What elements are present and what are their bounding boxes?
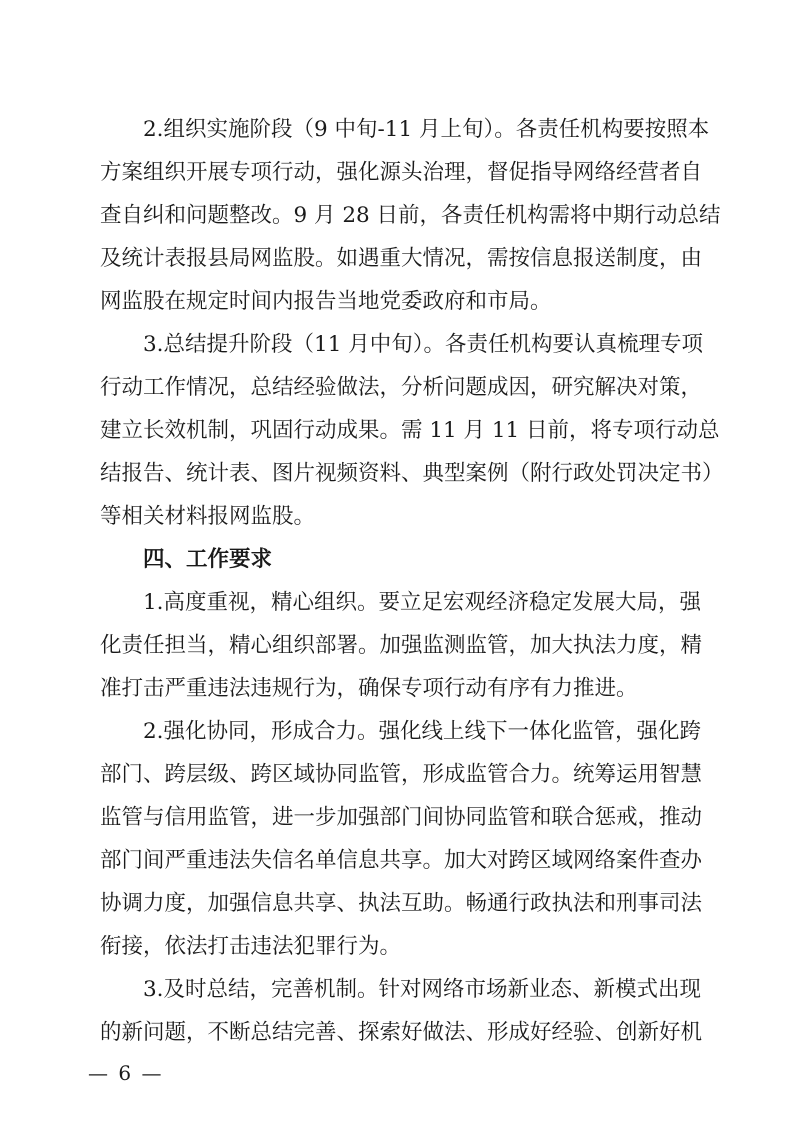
paragraph-2-line-2: 行动工作情况，总结经验做法，分析问题成因，研究解决对策， [100, 375, 703, 400]
section-heading-work-requirements: 四、工作要求 [143, 547, 273, 572]
paragraph-4-line-3: 监管与信用监管，进一步加强部门间协同监管和联合惩戒，推动 [100, 805, 703, 830]
paragraph-1-line-3: 查自纠和问题整改。9 月 28 日前，各责任机构需将中期行动总结 [100, 203, 721, 228]
paragraph-5-line-2: 的新问题，不断总结完善、探索好做法、形成好经验、创新好机 [100, 1020, 703, 1045]
paragraph-4-line-5: 协调力度，加强信息共享、执法互助。畅通行政执法和刑事司法 [100, 891, 703, 916]
paragraph-3-line-2: 化责任担当，精心组织部署。加强监测监管，加大执法力度，精 [100, 633, 703, 658]
paragraph-3-line-1: 1.高度重视，精心组织。要立足宏观经济稳定发展大局，强 [143, 590, 702, 615]
paragraph-2-line-3: 建立长效机制，巩固行动成果。需 11 月 11 日前，将专项行动总 [100, 418, 720, 443]
page-number: — 6 — [88, 1061, 164, 1085]
paragraph-4-line-1: 2.强化协同，形成合力。强化线上线下一体化监管，强化跨 [143, 719, 702, 744]
paragraph-2-line-5: 等相关材料报网监股。 [100, 504, 316, 529]
paragraph-4-line-4: 部门间严重违法失信名单信息共享。加大对跨区域网络案件查办 [100, 848, 703, 873]
paragraph-2-line-1: 3.总结提升阶段（11 月中旬）。各责任机构要认真梳理专项 [143, 332, 703, 357]
paragraph-1-line-5: 网监股在规定时间内报告当地党委政府和市局。 [100, 289, 552, 314]
paragraph-3-line-3: 准打击严重违法违规行为，确保专项行动有序有力推进。 [100, 676, 638, 701]
paragraph-2-line-4: 结报告、统计表、图片视频资料、典型案例（附行政处罚决定书） [100, 461, 724, 486]
paragraph-4-line-6: 衔接，依法打击违法犯罪行为。 [100, 934, 402, 959]
paragraph-1-line-4: 及统计表报县局网监股。如遇重大情况，需按信息报送制度，由 [100, 246, 703, 271]
paragraph-1-line-1: 2.组织实施阶段（9 中旬-11 月上旬）。各责任机构要按照本 [143, 117, 710, 142]
paragraph-4-line-2: 部门、跨层级、跨区域协同监管，形成监管合力。统筹运用智慧 [100, 762, 703, 787]
paragraph-1-line-2: 方案组织开展专项行动，强化源头治理，督促指导网络经营者自 [100, 160, 703, 185]
paragraph-5-line-1: 3.及时总结，完善机制。针对网络市场新业态、新模式出现 [143, 977, 702, 1002]
